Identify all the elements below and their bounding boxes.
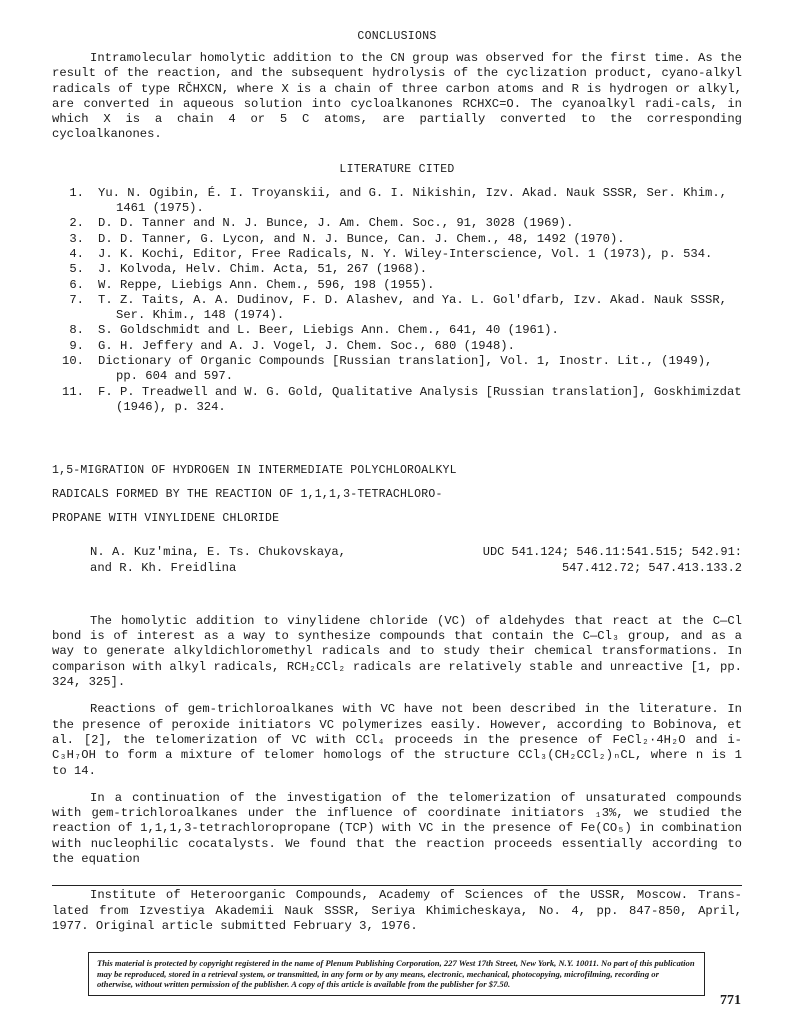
title-line: 1,5-MIGRATION OF HYDROGEN IN INTERMEDIATE POLYCHLOROALKYL	[52, 464, 457, 478]
reference-line: Ser. Khim., 148 (1974).	[116, 308, 285, 323]
footnote-divider	[52, 885, 742, 886]
reference-line: S. Goldschmidt and L. Beer, Liebigs Ann. Chem., 641, 40 (1961).	[98, 323, 559, 338]
reference-number: 10.	[62, 354, 84, 369]
reference-line: F. P. Treadwell and W. G. Gold, Qualitative Analysis [Russian translation], Goskhimizdat	[98, 384, 742, 399]
udc-line: UDC 541.124; 546.11:541.515; 542.91:	[482, 545, 742, 560]
reference-item	[52, 323, 742, 338]
reference-item	[52, 232, 742, 247]
reference-line: G. H. Jeffery and A. J. Vogel, J. Chem. Soc., 680 (1948).	[98, 338, 515, 353]
reference-text	[98, 232, 742, 247]
reference-number: 11.	[62, 384, 84, 399]
reference-text	[98, 323, 742, 338]
reference-item	[52, 385, 742, 416]
reference-text	[98, 385, 742, 416]
authors	[90, 545, 346, 576]
reference-line: D. D. Tanner and N. J. Bunce, J. Am. Chem. Soc., 91, 3028 (1969).	[98, 216, 574, 231]
reference-text	[98, 262, 742, 277]
udc-line: 547.412.72; 547.413.133.2	[561, 560, 742, 575]
body-paragraph: In a continuation of the investigation of the telomerization of unsaturated compounds with gem-trichloroalkanes under the influence of coordinate initiators ₁3%, we studied the reaction of 1,1,1,3-tetrachloropropane (TCP) with VC in the presence of Fe(CO₅) in combination with nucleophilic cocatalysts. We found that the reaction proceeds essentially according to the equation	[52, 790, 742, 866]
title-line: RADICALS FORMED BY THE REACTION OF 1,1,1,3-TETRACHLORO-	[52, 488, 443, 502]
reference-number: 9.	[69, 338, 84, 353]
literature-heading: LITERATURE CITED	[339, 162, 455, 176]
reference-text	[98, 247, 742, 262]
reference-number: 7.	[69, 292, 84, 307]
reference-number: 5.	[69, 262, 84, 277]
reference-line: 1461 (1975).	[116, 201, 204, 216]
reference-item	[52, 278, 742, 293]
reference-item	[52, 339, 742, 354]
authors-line: N. A. Kuz'mina, E. Ts. Chukovskaya,	[90, 545, 346, 560]
reference-text	[98, 354, 742, 385]
reference-number: 4.	[69, 246, 84, 261]
reference-item	[52, 262, 742, 277]
reference-line: pp. 604 and 597.	[116, 369, 234, 384]
reference-item	[52, 293, 742, 324]
reference-line: Dictionary of Organic Compounds [Russian translation], Vol. 1, Inostr. Lit., (1949),	[98, 354, 713, 369]
affiliation-note: Institute of Heteroorganic Compounds, Academy of Sciences of the USSR, Moscow. Trans-lated from Izvestiya Akademii Nauk SSSR, Seriya Khimicheskaya, No. 4, pp. 847-850, April, 1977. Original article submitted February 3, 1976.	[52, 888, 742, 933]
reference-line: T. Z. Taits, A. A. Dudinov, F. D. Alashev, and Ya. L. Gol'dfarb, Izv. Akad. Nauk SSSR,	[98, 292, 727, 307]
reference-text	[98, 186, 742, 217]
body-paragraph: The homolytic addition to vinylidene chloride (VC) of aldehydes that react at the C—Cl bond is of interest as a way to synthesize compounds that contain the C—Cl₃ group, and as a way to generate alkyldichloromethyl radicals and to study their chemical transformations. In comparison with alkyl radicals, RCH₂CCl₂ radicals are relatively stable and unreactive [1, pp. 324, 325].	[52, 613, 742, 690]
reference-number: 6.	[69, 277, 84, 292]
authors-line: and R. Kh. Freidlina	[90, 560, 237, 575]
reference-number: 2.	[69, 216, 84, 231]
reference-list	[52, 186, 742, 415]
reference-line: (1946), p. 324.	[116, 399, 226, 414]
reference-number: 1.	[69, 185, 84, 200]
authors-udc-row	[52, 545, 742, 576]
title-line: PROPANE WITH VINYLIDENE CHLORIDE	[52, 512, 280, 526]
page-number: 771	[720, 993, 741, 1008]
reference-number: 8.	[69, 323, 84, 338]
copyright-notice: This material is protected by copyright registered in the name of Plenum Publishing Corporation, 227 West 17th Street, New York, N.Y. 10011. No part of this publication may be reproduced, stored in a retrieval system, or transmitted, in any form or by any means, electronic, mechanical, photocopying, microfilming, recording or otherwise, without written permission of the publisher. A copy of this article is available from the publisher for $7.50.	[88, 952, 705, 996]
reference-text	[98, 278, 742, 293]
conclusions-text: Intramolecular homolytic addition to the CN group was observed for the first time. As the result of the reaction, and the subsequent hydrolysis of the cyclization product, cyano-alkyl radicals of type RČHXCN, where X is a chain of three carbon atoms and R is hydrogen or alkyl, are converted in aqueous solution into cycloalkanones RCHXC=O. The cyanoalkyl radi-cals, in which X is a chain 4 or 5 C atoms, are partially converted to the corresponding cycloalkanones.	[52, 51, 742, 142]
reference-item	[52, 216, 742, 231]
article-title	[52, 459, 742, 531]
reference-item	[52, 247, 742, 262]
reference-item	[52, 186, 742, 217]
reference-line: W. Reppe, Liebigs Ann. Chem., 596, 198 (1955).	[98, 277, 435, 292]
reference-text	[98, 216, 742, 231]
reference-line: J. K. Kochi, Editor, Free Radicals, N. Y. Wiley-Interscience, Vol. 1 (1973), p. 534.	[98, 246, 713, 261]
reference-item	[52, 354, 742, 385]
body-paragraph: Reactions of gem-trichloroalkanes with VC have not been described in the literature. In the presence of peroxide initiators VC polymerizes easily. However, according to Bobinova, et al. [2], the telomerization of VC with CCl₄ proceeds in the presence of FeCl₂·4H₂O and i-C₃H₇OH to form a mixture of telomer homologs of the structure CCl₃(CH₂CCl₂)ₙCL, where n is 1 to 14.	[52, 702, 742, 778]
article-body	[52, 614, 742, 867]
reference-line: Yu. N. Ogibin, É. I. Troyanskii, and G. I. Nikishin, Izv. Akad. Nauk SSSR, Ser. Khim.,	[98, 185, 727, 200]
reference-text	[98, 293, 742, 324]
reference-line: D. D. Tanner, G. Lycon, and N. J. Bunce, Can. J. Chem., 48, 1492 (1970).	[98, 231, 625, 246]
conclusions-heading: CONCLUSIONS	[357, 30, 437, 43]
reference-number: 3.	[69, 231, 84, 246]
reference-text	[98, 339, 742, 354]
udc-code	[483, 545, 742, 576]
reference-line: J. Kolvoda, Helv. Chim. Acta, 51, 267 (1968).	[98, 262, 428, 277]
page-content	[52, 30, 742, 996]
